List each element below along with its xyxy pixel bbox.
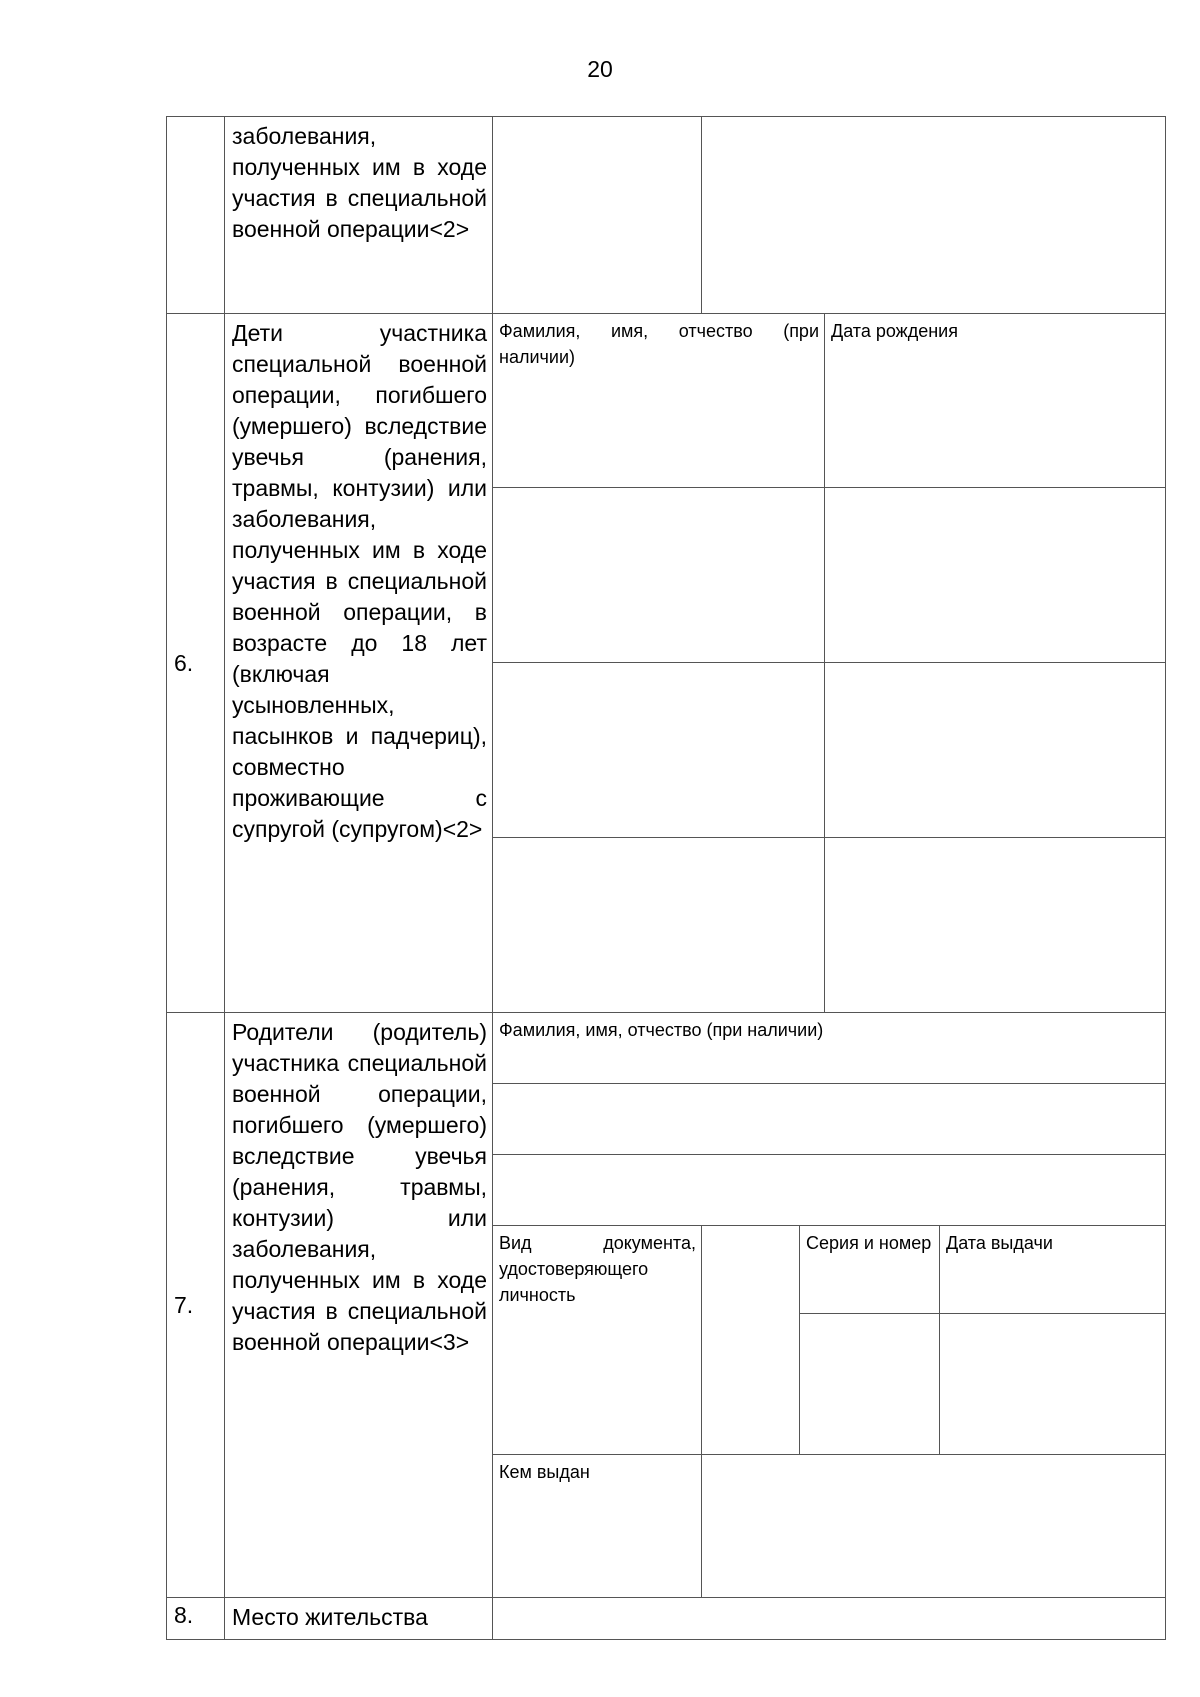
row7-parent-2-fio[interactable]	[492, 1154, 1166, 1226]
row5-field-1[interactable]	[492, 116, 702, 314]
row8-description: Место жительства	[224, 1597, 493, 1640]
row7-fio-header: Фамилия, имя, отчество (при наличии)	[492, 1012, 1166, 1084]
row5-description: заболевания, полученных им в ходе участия в специальной военной операции<2>	[224, 116, 493, 314]
row6-child-1-fio[interactable]	[492, 487, 825, 663]
row7-parent-1-fio[interactable]	[492, 1083, 1166, 1155]
row6-child-1-birth-date[interactable]	[824, 487, 1166, 663]
application-form-table	[166, 116, 1166, 1640]
row8-residence-field[interactable]	[492, 1597, 1166, 1640]
row7-description: Родители (родитель) участника специальной военной операции, погибшего (умершего) вследствие увечья (ранения, травмы, контузии) или заболевания, полученных им в ходе участия в специальной военной операции<3>	[224, 1012, 493, 1598]
row7-doc-type-label: Вид документа, удостоверяющего личность	[492, 1225, 702, 1455]
row6-child-2-birth-date[interactable]	[824, 662, 1166, 838]
row7-doc-type-field[interactable]	[701, 1225, 800, 1455]
row7-issue-date-field[interactable]	[939, 1313, 1166, 1455]
row6-child-3-fio[interactable]	[492, 837, 825, 1013]
row7-series-number-label: Серия и номер	[799, 1225, 940, 1314]
row8-number: 8.	[166, 1597, 225, 1640]
row5-field-2[interactable]	[701, 116, 1166, 314]
row6-number: 6.	[166, 313, 225, 1013]
row5-number-cell	[166, 116, 225, 314]
row7-series-number-field[interactable]	[799, 1313, 940, 1455]
row7-issue-date-label: Дата выдачи	[939, 1225, 1166, 1314]
row7-issued-by-label: Кем выдан	[492, 1454, 702, 1598]
row6-child-3-birth-date[interactable]	[824, 837, 1166, 1013]
row6-description: Дети участника специальной военной операции, погибшего (умершего) вследствие увечья (ранения, травмы, контузии) или заболевания, полученных им в ходе участия в специальной военной операции, в возрасте до 18 лет (включая усыновленных, пасынков и падчериц), совместно проживающие с супругой (супругом)<2>	[224, 313, 493, 1013]
row7-number: 7.	[166, 1012, 225, 1598]
row6-fio-header: Фамилия, имя, отчество (при наличии)	[492, 313, 825, 488]
row6-birth-date-header: Дата рождения	[824, 313, 1166, 488]
row6-child-2-fio[interactable]	[492, 662, 825, 838]
page-number: 20	[587, 56, 613, 82]
row7-issued-by-field[interactable]	[701, 1454, 1166, 1598]
